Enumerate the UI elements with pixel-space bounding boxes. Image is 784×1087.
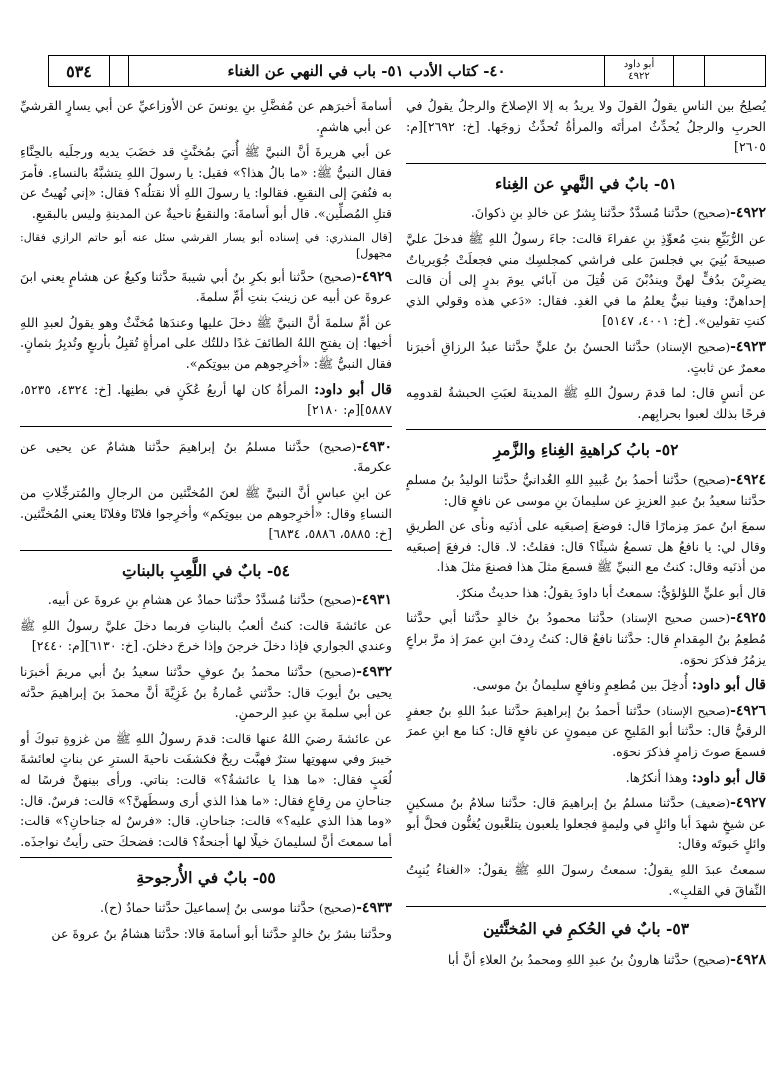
hadith-4922-isnad	[406, 203, 766, 224]
hadith-4931-isnad	[20, 590, 392, 611]
continuation-isnad: أسامةَ أخبرَهم عن مُفضَّلِ بنِ يونسَ عن الأوزاعيِّ عن أبي يسارٍ القرشيِّ عن أبي هاشمٍ.	[20, 98, 392, 134]
isnad-text: حدَّثنا موسى بنُ إسماعيلَ حدَّثنا حمادٌ (ح).	[100, 900, 316, 915]
running-title: ٤٠- كتاب الأدب ٥١- باب في النهي عن الغناء	[129, 56, 605, 86]
abu-dawud-comment	[20, 380, 392, 421]
hadith-4929-text: عن أمِّ سلمةَ أنَّ النبيَّ ﷺ دخلَ عليها وعندَها مُخنَّثٌ وهو يقولُ لعبدِ اللهِ أخيها: إن يفتحِ اللهُ الطائفَ غدًا دللتُك على امرأةٍ تُقبِلُ بأربعٍ وتُدبِرُ بثمانٍ. فقال النبيُّ ﷺ: «أخرِجوهم من بيوتِكم».	[20, 314, 392, 371]
hadith-grade: (حسن صحيح الإسناد)	[621, 611, 731, 626]
hadith-number: ٤٩٢٢-	[730, 205, 766, 222]
page-header	[48, 55, 766, 87]
hadith-number: ٤٩٣٣-	[356, 900, 392, 916]
hadith-4926-isnad	[406, 701, 766, 763]
hadith-number: ٤٩٢٥-	[730, 610, 766, 627]
hadith-4922-text: عن الرُّبَيِّعِ بنتِ مُعوِّذِ بنِ عفراءَ قالت: جاءَ رسولُ اللهِ ﷺ فدخلَ عليَّ صبيحةَ بُنِيَ بي فجلسَ على فراشي كمجلسِك مني فجعلَتْ جُوَيرياتٌ يضرِبْنَ بدُفٍّ لهنَّ ويندُبْنَ مَن قُتِلَ من آبائي يومَ بدرٍ إلى أن قالت إحداهنَّ: وفينا نبيٌّ يعلمُ ما في الغدِ. فقال: «دَعي هذه وقولي الذي كنتِ تقولين». [خ: ٤٠٠١، ٥١٤٧]	[406, 230, 766, 329]
hadith-number: ٤٩٣١-	[356, 592, 392, 609]
header-reference	[605, 56, 674, 86]
hadith-number: ٤٩٣٢-	[356, 664, 392, 681]
hadith-grade: (صحيح)	[693, 206, 731, 221]
hadith-4929-isnad	[20, 267, 392, 308]
section-divider	[20, 426, 392, 427]
isnad-text: حدَّثنا محمودُ بنُ خالدٍ حدَّثنا أبي حدَّثنا مُطعِمُ بنُ المِقدامِ قال: حدَّثنا نافعٌ قال: كنتُ رِدفَ ابنِ عمرَ إذ مرَّ براعٍ يزمُرُ فذكرَ نحوَه.	[406, 610, 766, 667]
hadith-4931-text: عن عائشةَ قالت: كنتُ ألعبُ بالبناتِ فربما دخلَ عليَّ رسولُ اللهِ ﷺ وعندي الجواري فإذا دخلَ خرجنَ وإذا خرجَ دخلنَ. [خ: ٦١٣٠][م: ٢٤٤٠]	[20, 617, 392, 654]
hadith-4924-isnad	[406, 470, 766, 511]
section-divider	[406, 429, 766, 430]
comment-label: قال أبو داود:	[314, 381, 392, 398]
hadith-4932-text: عن عائشةَ رضيَ اللهُ عنها قالت: قدمَ رسولُ اللهِ ﷺ من غزوةِ تبوكَ أو خيبرَ وفي سهوتِها سترٌ فهبَّت ريحٌ فكشفَت ناحيةَ السترِ عن بناتٍ لعائشةَ لُعَبٍ فقال: «ما هذا يا عائشةُ؟» قالت: بناتي. ورأى بينهنَّ فرسًا له جناحانِ من رِقاعٍ فقال: «ما هذا الذي أرى وسطَهنَّ؟» قالت: فرسٌ. قال: «وما هذا الذي عليه؟» قالت: جناحانِ. قال: «فرسٌ له جناحانِ؟» قالت: أما سمعتَ أنَّ لسليمانَ خيلًا لها أجنحةٌ؟ قالت: فضحكَ حتى رأيتُ نواجذَه.	[20, 730, 392, 849]
hadith-number: ٤٩٢٤-	[730, 471, 766, 488]
hadith-4925-isnad	[406, 608, 766, 670]
section-heading-54: ٥٤- بابٌ في اللَّعِبِ بالبناتِ	[122, 560, 290, 580]
hadith-4924-text: سمعَ ابنُ عمرَ مِزمارًا قال: فوضعَ إصبعَيه على أذنَيه ونأى عن الطريقِ وقال لي: يا نافعُ هل تسمعُ شيئًا؟ قال: فقلتُ: لا. قال: فرفعَ إصبعَيه من أذنَيه وقال: كنتُ مع النبيِّ ﷺ فسمعَ مثلَ هذا فصنعَ مثلَ هذا.	[406, 518, 766, 575]
header-spacer	[110, 56, 129, 86]
comment-label: قال أبو داود:	[691, 769, 766, 786]
hadith-4927-isnad	[406, 793, 766, 855]
comment-text: أُدخِلَ بين مُطعِمٍ ونافعٍ سليمانُ بنُ موسى.	[472, 677, 688, 693]
hadith-4923-isnad	[406, 337, 766, 378]
isnad-text: حدَّثنا مُسدَّدٌ حدَّثنا حمادٌ عن هشامِ بنِ عروةَ عن أبيه.	[47, 592, 316, 608]
hadith-4932-isnad	[20, 662, 392, 724]
section-divider	[20, 550, 392, 551]
abu-dawud-comment	[406, 768, 766, 789]
page-number: ٥٣٤	[49, 56, 110, 86]
left-column	[20, 96, 392, 1081]
hadith-grade: (صحيح الإسناد)	[656, 703, 731, 718]
isnad-text: حدَّثنا أبو بكرِ بنُ أبي شيبةَ حدَّثنا وكيعٌ عن هشامٍ يعني ابنَ عروةَ عن أبيه عن زينبَ بنتِ أمِّ سلمةَ.	[20, 268, 392, 305]
hadith-grade: (صحيح)	[319, 593, 357, 608]
hadith-grade: (صحيح)	[693, 953, 731, 968]
isnad-text: حدَّثنا أحمدُ بنُ إبراهيمَ حدَّثنا عبدُ اللهِ بنُ جعفرٍ الرقيُّ قال: حدَّثنا أبو المَليحِ عن ميمونٍ عن نافعٍ قال: كنا مع ابنِ عمرَ فسمعَ صوتَ زامرٍ فذكرَ نحوَه.	[406, 702, 766, 760]
hadith-grade: (صحيح)	[319, 269, 357, 284]
hadith-grade: (صحيح)	[319, 665, 357, 680]
section-divider	[20, 857, 392, 858]
abu-dawud-comment	[406, 675, 766, 696]
section-divider	[406, 906, 766, 907]
hadith-number: ٤٩٣٠-	[356, 438, 392, 455]
isnad-text: حدَّثنا مسلمُ بنُ إبراهيمَ حدَّثنا هشامٌ عن يحيى عن عكرمةَ.	[20, 438, 392, 475]
hadith-number: ٤٩٢٧-	[730, 795, 766, 812]
hadith-number: ٤٩٢٣-	[730, 338, 766, 355]
isnad-text: حدَّثنا أحمدُ بنُ عُبيدِ اللهِ الغُدانيُّ حدَّثنا الوليدُ بنُ مسلمٍ حدَّثنا سعيدُ بنُ عبدِ العزيزِ عن سليمانَ بنِ موسى عن نافعٍ قال:	[406, 471, 766, 508]
isnad-text: حدَّثنا هارونُ بنُ عبدِ اللهِ ومحمدُ بنُ العلاءِ أنَّ أبا	[447, 952, 690, 968]
isnad-text: حدَّثنا مسلمُ بنُ إبراهيمَ قال: حدَّثنا سلامُ بنُ مسكينٍ عن شيخٍ شهدَ أبا وائلٍ في وليمةٍ فجعلوا يلعبون يتلعَّبون يُغنُّون فحلَّ أبو وائلٍ حَبوتَه وقال:	[406, 795, 766, 852]
continuation-text: عن أبي هريرةَ أنَّ النبيَّ ﷺ أُتيَ بمُخنَّثٍ قد خضَبَ يديه ورجلَيه بالحِنَّاءِ فقال النبيُّ ﷺ: «ما بالُ هذا؟» فقيل: يا رسولَ اللهِ يتشبَّهُ بالنساءِ. فأمرَ به فنُفيَ إلى النقيعِ. فقالوا: يا رسولَ اللهِ ألا نقتلُه؟ فقال: «إني نُهيتُ عن قتلِ المُصلِّين». قال أبو أسامةَ: والنقيعُ ناحيةٌ عن المدينةِ وليس بالبقيعِ.	[20, 144, 392, 221]
hadith-4928-isnad	[406, 950, 766, 971]
hadith-4933-isnad	[20, 898, 392, 919]
hadith-range: ٤٩٢٢	[628, 71, 650, 82]
comment-text: وهذا أنكرُها.	[625, 769, 688, 785]
right-column	[406, 96, 766, 1081]
hadith-4933-text: وحدَّثنا بشرُ بنُ خالدٍ حدَّثنا أبو أسامةَ قالا: حدَّثنا هشامُ بنُ عروةَ عن	[51, 925, 392, 941]
section-heading-55: ٥٥- بابٌ في الأُرجوحةِ	[136, 868, 276, 888]
hadith-grade: (ضعيف)	[690, 796, 731, 811]
hadith-grade: (صحيح)	[319, 901, 357, 915]
hadith-grade: (صحيح الإسناد)	[656, 339, 731, 354]
hadith-number: ٤٩٢٦-	[730, 702, 766, 719]
isnad-text: حدَّثنا محمدُ بنُ عوفٍ حدَّثنا سعيدُ بنُ أبي مريمَ أخبرَنا يحيى بنُ أيوبَ قال: حدَّثني عُمارةُ بنُ غَزِيَّةَ أنَّ محمدَ بنَ إبراهيمَ حدَّثه عن أبي سلمةَ بنِ عبدِ الرحمنِ.	[20, 664, 392, 721]
hadith-4924-note: قال أبو عليٍّ اللؤلؤيُّ: سمعتُ أبا داودَ يقولُ: هذا حديثٌ منكرٌ.	[455, 584, 766, 600]
hadith-4930-text: عن ابنِ عباسٍ أنَّ النبيَّ ﷺ لعنَ المُخنَّثين من الرجالِ والمُترجِّلاتِ من النساءِ وقال: «أخرِجوهم من بيوتِكم» وأخرِجوا فلانًا وفلانًا يعني المُخنَّثين. [خ: ٥٨٨٥، ٥٨٨٦، ٦٨٣٤]	[20, 484, 392, 542]
section-heading-52: ٥٢- بابُ كراهيةِ الغِناءِ والزَّمرِ	[493, 440, 679, 460]
section-heading-53: ٥٣- بابٌ في الحُكمِ في المُخنَّثين	[482, 919, 690, 939]
comment-text: المرأةُ كان لها أربعُ عُكَنٍ في بطنِها. [خ: ٤٣٢٤، ٥٢٣٥، ٥٨٨٧][م: ٢١٨٠]	[20, 381, 392, 418]
hadith-grade: (صحيح)	[693, 472, 731, 487]
header-spacer	[674, 56, 705, 86]
hadith-4923-text: عن أنسٍ قال: لما قدمَ رسولُ اللهِ ﷺ المدينةَ لعبَتِ الحبشةُ لقدومِه فرحًا بذلك لعبوا بحرابِهم.	[406, 385, 766, 421]
mundhiri-note: [قال المنذري: في إسناده أبو يسار القرشي سئل عنه أبو حاتم الرازي فقال: مجهول]	[20, 230, 392, 260]
hadith-4927-text: سمعتُ عبدَ اللهِ يقولُ: سمعتُ رسولَ اللهِ ﷺ يقولُ: «الغناءُ يُنبِتُ النِّفاقَ في القلبِ».	[406, 862, 766, 898]
section-divider	[406, 163, 766, 164]
section-heading-51: ٥١- بابٌ في النَّهيِ عن الغِناء	[494, 173, 678, 193]
isnad-text: حدَّثنا مُسدَّدٌ حدَّثنا بِشرٌ عن خالدِ بنِ ذكوانَ.	[470, 205, 690, 221]
hadith-grade: (صحيح)	[319, 439, 357, 454]
header-spacer	[705, 56, 765, 86]
comment-label: قال أبو داود:	[691, 677, 766, 694]
hadith-number: ٤٩٢٨-	[730, 952, 766, 969]
book-name: أبو داود	[623, 59, 655, 70]
hadith-4930-isnad	[20, 437, 392, 478]
hadith-number: ٤٩٢٩-	[356, 268, 392, 285]
continuation-text: يُصلِحُ بين الناسِ يقولُ القولَ ولا يريدُ به إلا الإصلاحَ والرجلُ يقولُ في الحربِ والرجلُ يُحدِّثُ امرأتَه والمرأةُ تُحدِّثُ زوجَها. [خ: ٢٦٩٢][م: ٢٦٠٥]	[406, 98, 766, 155]
isnad-text: حدَّثنا الحسنُ بنُ عليٍّ حدَّثنا عبدُ الرزاقِ أخبرَنا معمرٌ عن ثابتٍ.	[406, 338, 766, 375]
